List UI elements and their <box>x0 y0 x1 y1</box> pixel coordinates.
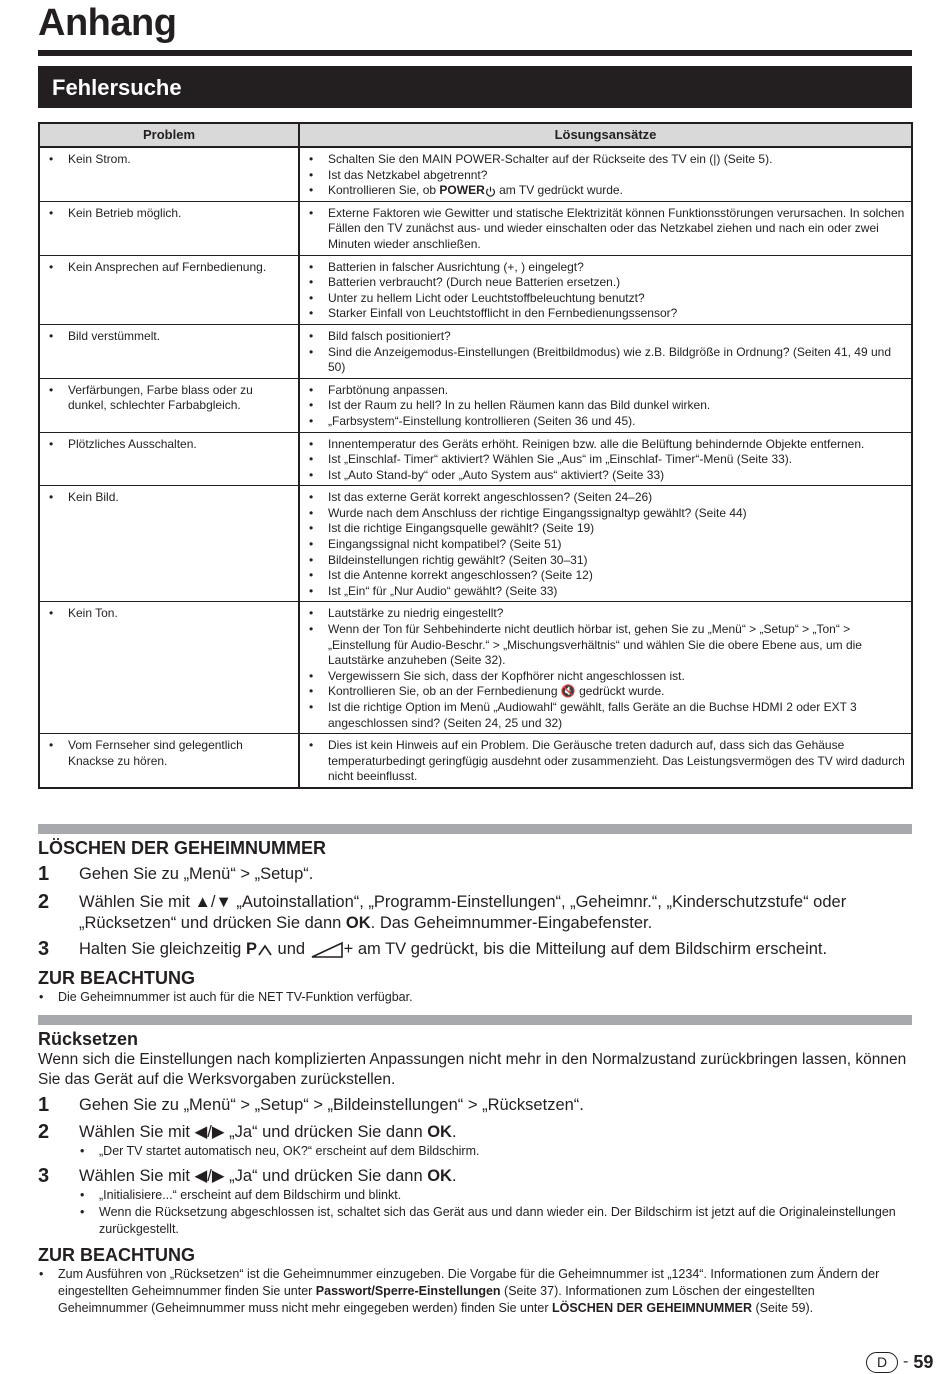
table-row <box>39 432 912 486</box>
solution-cell <box>299 734 912 788</box>
solution-item: • Ist die richtige Option im Menü „Audiowahl“ gewählt, falls Geräte an die Buchse HDMI 2 oder EXT 3 angeschlossen sind? (Seiten 24, 25 und 32) <box>306 700 905 731</box>
solution-item: • Wurde nach dem Anschluss der richtige Eingangssignaltyp gewählt? (Seite 44) <box>306 506 905 522</box>
reset-heading: Rücksetzen <box>38 1029 139 1049</box>
solution-item: • Schalten Sie den MAIN POWER-Schalter auf der Rückseite des TV ein (|) (Seite 5). <box>306 152 905 168</box>
solution-item: • Externe Faktoren wie Gewitter und statische Elektrizität können Funktionsstörungen verursachen. In solchen Fällen den TV zunächst aus- und wieder einschalten oder das Netzkabel ziehen und nach ein oder zwei Minuten wieder anschließen. <box>306 206 905 253</box>
solution-item: • Ist die richtige Eingangsquelle gewählt? (Seite 19) <box>306 521 905 537</box>
problem-cell: • Kein Betrieb möglich. <box>39 201 299 255</box>
problem-cell: • Plötzliches Ausschalten. <box>39 432 299 486</box>
solution-item: • Dies ist kein Hinweis auf ein Problem. Die Geräusche treten dadurch auf, dass sich das Gehäuse temperaturbedingt geringfügig ausdehnt oder zusammenzieht. Das Leistungsvermögen des TV wird dadurch nicht beeinflusst. <box>306 738 905 785</box>
solution-item: • Farbtönung anpassen. <box>306 383 905 399</box>
step-number: 1 <box>38 863 50 885</box>
pin-section-heading: LÖSCHEN DER GEHEIMNUMMER <box>38 838 327 858</box>
section-divider <box>38 1015 912 1025</box>
step-number: 1 <box>38 1094 50 1116</box>
problem-cell: • Kein Bild. <box>39 486 299 602</box>
solution-item: • Kontrollieren Sie, ob an der Fernbedienung 🔇 gedrückt wurde. <box>306 684 905 700</box>
problem-cell: • Kein Ansprechen auf Fernbedienung. <box>39 255 299 324</box>
solution-item: • Innentemperatur des Geräts erhöht. Reinigen bzw. alle die Belüftung behindernde Objekte entfernen. <box>306 437 905 453</box>
reset-intro: Wenn sich die Einstellungen nach komplizierten Anpassungen nicht mehr in den Normalzustand zurückbringen lassen, können Sie das Gerät auf die Werksvorgaben zurückstellen. <box>38 1051 907 1088</box>
table-header-row <box>39 123 912 147</box>
step-text: Halten Sie gleichzeitig P und + am TV gedrückt, bis die Mitteilung auf dem Bildschirm erscheint. <box>79 940 828 958</box>
note-item: • Zum Ausführen von „Rücksetzen“ ist die Geheimnummer einzugeben. Die Vorgabe für die Geheimnummer ist „1234“. Informationen zum Ändern der eingestellten Geheimnummer finden Sie unter Passwort/Sperre-Einstellungen (Seite 37). Informationen zum Löschen der eingestellten Geheimnummer (Geheimnummer muss nicht mehr eingegeben werden) finden Sie unter LÖSCHEN DER GEHEIMNUMMER (Seite 59). <box>38 1266 898 1317</box>
solution-cell <box>299 324 912 378</box>
p-key-label: P <box>245 940 257 958</box>
solution-cell <box>299 486 912 602</box>
solution-item: • Batterien in falscher Ausrichtung (+, ) eingelegt? <box>306 260 905 276</box>
reset-step-1 <box>38 1095 912 1116</box>
table-row <box>39 201 912 255</box>
solution-item: • Starker Einfall von Leuchtstofflicht in den Fernbedienungssensor? <box>306 306 905 322</box>
solution-item: • Ist „Auto Stand-by“ oder „Auto System aus“ aktiviert? (Seite 33) <box>306 468 905 484</box>
power-icon <box>485 186 496 197</box>
ok-key-label: OK <box>345 914 371 932</box>
table-row <box>39 255 912 324</box>
step-number: 2 <box>38 891 50 913</box>
solution-cell <box>299 602 912 734</box>
step-text: Gehen Sie zu „Menü“ > „Setup“ > „Bildeinstellungen“ > „Rücksetzen“. <box>79 1096 584 1114</box>
step-text: Wählen Sie mit ◀/▶ „Ja“ und drücken Sie dann OK. <box>79 1123 457 1141</box>
page-title: Anhang <box>38 2 177 44</box>
solution-item: • Ist das externe Gerät korrekt angeschlossen? (Seiten 24–26) <box>306 490 905 506</box>
note-item: • Die Geheimnummer ist auch für die NET TV-Funktion verfügbar. <box>38 989 898 1006</box>
solution-item: • Vergewissern Sie sich, dass der Kopfhörer nicht angeschlossen ist. <box>306 669 905 685</box>
solution-item: • Ist das Netzkabel abgetrennt? <box>306 168 905 184</box>
solution-item: • Ist „Einschlaf- Timer“ aktiviert? Wählen Sie „Aus“ im „Einschlaf- Timer“-Menü (Seite 33). <box>306 452 905 468</box>
reset-note-heading: ZUR BEACHTUNG <box>38 1245 195 1265</box>
step-number: 3 <box>38 938 50 960</box>
pin-note-heading: ZUR BEACHTUNG <box>38 968 195 988</box>
solution-item: • Ist die Antenne korrekt angeschlossen? (Seite 12) <box>306 568 905 584</box>
section-title: Fehlersuche <box>52 75 182 100</box>
solution-item: • „Farbsystem“-Einstellung kontrollieren (Seiten 36 und 45). <box>306 414 905 430</box>
column-header-problem: Problem <box>39 123 299 147</box>
solution-cell <box>299 432 912 486</box>
table-row <box>39 486 912 602</box>
problem-cell: • Bild verstümmelt. <box>39 324 299 378</box>
problem-cell: • Verfärbungen, Farbe blass oder zu dunkel, schlechter Farbabgleich. <box>39 378 299 432</box>
table-row <box>39 378 912 432</box>
solution-item: • Unter zu hellem Licht oder Leuchtstoffbeleuchtung benutzt? <box>306 291 905 307</box>
volume-icon <box>310 941 344 959</box>
reset-step-2 <box>38 1122 912 1160</box>
problem-cell: • Kein Strom. <box>39 147 299 201</box>
language-badge: D <box>866 1352 898 1373</box>
solution-cell <box>299 201 912 255</box>
step-text: Wählen Sie mit ▲/▼ „Autoinstallation“, „Programm-Einstellungen“, „Geheimnr.“, „Kinderschutzstufe“ oder „Rücksetzen“ und drücken Sie dann OK. Das Geheimnummer-Eingabefenster. <box>79 893 847 932</box>
pin-step-1 <box>38 864 912 885</box>
reset-step-3 <box>38 1166 912 1238</box>
step-text: Gehen Sie zu „Menü“ > „Setup“. <box>79 865 314 883</box>
ok-key-label: OK <box>427 1167 452 1185</box>
solution-item: • Ist „Ein“ für „Nur Audio“ gewählt? (Seite 33) <box>306 584 905 600</box>
pin-note <box>38 989 898 1006</box>
section-bar <box>38 66 912 108</box>
problem-cell: • Vom Fernseher sind gelegentlich Knackse zu hören. <box>39 734 299 788</box>
solution-cell <box>299 378 912 432</box>
solution-cell <box>299 255 912 324</box>
table-row <box>39 147 912 201</box>
solution-item: • Batterien verbraucht? (Durch neue Batterien ersetzen.) <box>306 275 905 291</box>
page-number-footer <box>866 1351 933 1373</box>
troubleshooting-table <box>38 122 913 789</box>
pin-step-3 <box>38 939 912 960</box>
pin-step-2 <box>38 892 912 934</box>
solution-item: • Sind die Anzeigemodus-Einstellungen (Breitbildmodus) wie z.B. Bildgröße in Ordnung? (Seiten 41, 49 und 50) <box>306 345 905 376</box>
table-row <box>39 734 912 788</box>
ok-key-label: OK <box>427 1123 452 1141</box>
step-text: Wählen Sie mit ◀/▶ „Ja“ und drücken Sie dann OK. <box>79 1167 457 1185</box>
solution-item: • Wenn der Ton für Sehbehinderte nicht deutlich hörbar ist, gehen Sie zu „Menü“ > „Setup“ > „Ton“ > „Einstellung für Audio-Beschr.“ > „Mischungsverhältnis“ und wählen Sie die obere Ebene aus, um die Lautstärke anzuheben (Seite 32). <box>306 622 905 669</box>
problem-cell: • Kein Ton. <box>39 602 299 734</box>
channel-up-icon <box>257 943 273 957</box>
solution-cell <box>299 147 912 201</box>
solution-item: • Lautstärke zu niedrig eingestellt? <box>306 606 905 622</box>
step-sub-item: • „Initialisiere...“ erscheint auf dem Bildschirm und blinkt. <box>79 1187 912 1204</box>
page-number: 59 <box>913 1351 934 1372</box>
section-divider <box>38 824 912 834</box>
solution-item: • Ist der Raum zu hell? In zu hellen Räumen kann das Bild dunkel wirken. <box>306 398 905 414</box>
step-sub-item: • Wenn die Rücksetzung abgeschlossen ist, schaltet sich das Gerät aus und dann wieder ein. Der Bildschirm ist jetzt auf die Originaleinstellungen zurückgestellt. <box>79 1204 912 1238</box>
solution-item: • Eingangssignal nicht kompatibel? (Seite 51) <box>306 537 905 553</box>
solution-item: • Kontrollieren Sie, ob POWER am TV gedrückt wurde. <box>306 183 905 199</box>
title-rule <box>38 50 912 56</box>
page-separator: - <box>903 1353 909 1370</box>
reset-note <box>38 1266 898 1317</box>
step-number: 3 <box>38 1165 50 1187</box>
step-number: 2 <box>38 1121 50 1143</box>
table-row <box>39 602 912 734</box>
solution-item: • Bildeinstellungen richtig gewählt? (Seiten 30–31) <box>306 553 905 569</box>
solution-item: • Bild falsch positioniert? <box>306 329 905 345</box>
step-sub-item: • „Der TV startet automatisch neu, OK?“ erscheint auf dem Bildschirm. <box>79 1143 912 1160</box>
table-row <box>39 324 912 378</box>
column-header-solutions: Lösungsansätze <box>299 123 912 147</box>
